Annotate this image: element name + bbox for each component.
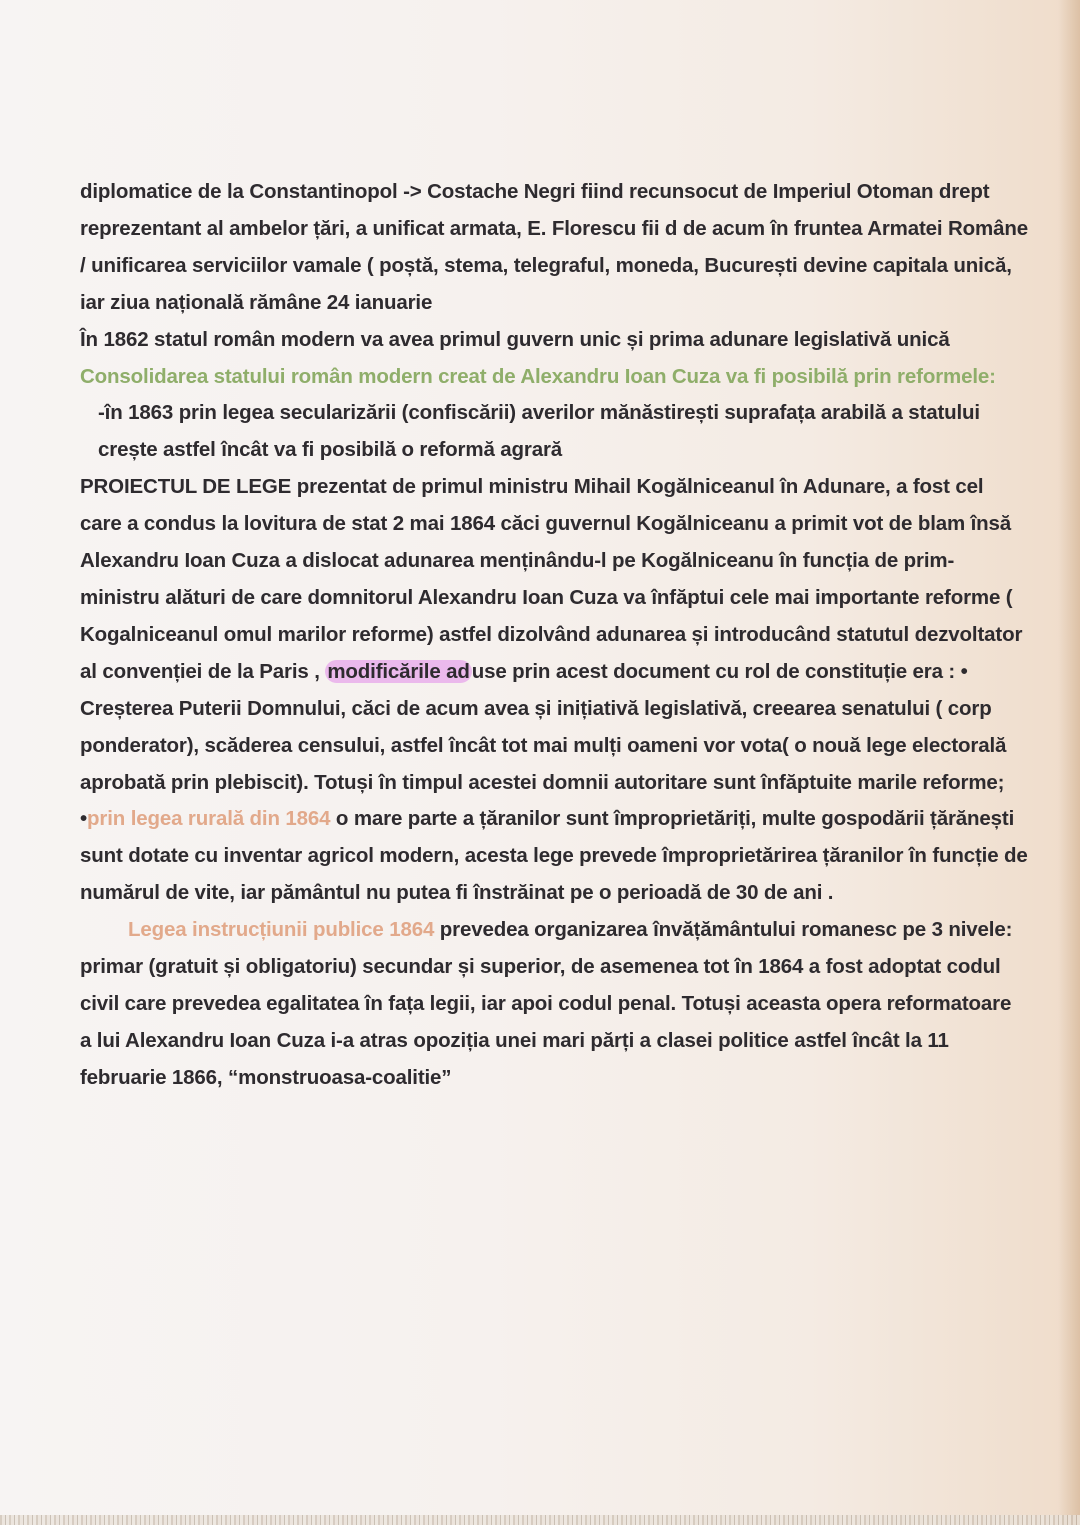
page-edge-shadow — [1058, 0, 1080, 1525]
coup-text-part1: PROIECTUL DE LEGE prezentat de primul ministru Mihail Kogălniceanul în Adunare, a fost cel care a condus la lovitura de stat 2 mai 1864 căci guvernul Kogălniceanu a primit vot de blam însă Alexandru Ioan Cuza a dislocat adunarea menținându-l pe Kogălniceanu în funcția de prim- ministru alături de care domnitorul Alexandru Ioan Cuza va înfăptui cele mai importante reforme ( Kogalniceanul omul marilor reforme) astfel dizolvând adunarea și introducând statutul dezvoltator al convenției de la Paris , — [80, 475, 1023, 683]
paragraph-1862-government: În 1862 statul român modern va avea primul guvern unic și prima adunare legislativă unică — [80, 327, 950, 351]
section-heading-reforms: Consolidarea statului român modern creat de Alexandru Ioan Cuza va fi posibilă prin reformele: — [80, 364, 996, 388]
bullet-marker: • — [80, 807, 88, 831]
highlighted-text: modificările ad — [327, 659, 470, 683]
paragraph-secularization: -în 1863 prin legea secularizării (confiscării) averilor mănăstirești suprafața arabilă a statului crește astfel încât va fi posibilă o reformă agrară — [98, 401, 980, 462]
paragraph-unification: diplomatice de la Constantinopol -> Costache Negri fiind recunsocut de Imperiul Otoman drept reprezentant al ambelor țări, a unificat armata, E. Florescu fii d de acum în fruntea Armatei Române / unificarea serviciilor vamale ( poștă, stema, telegraful, moneda, București devine capitala unică, iar ziua națională rămâne 24 ianuarie — [80, 180, 1029, 314]
paragraph-coup-1864 — [80, 469, 1028, 801]
coup-text-part2: use prin acest document cu rol de constituție era : • Creșterea Puterii Domnului, căci de acum avea și inițiativă legislativă, creearea senatului ( corp ponderator), scăderea censului, astfel încât tot mai mulți oameni vor vota( o nouă lege electorală aprobată prin plebiscit). Totuși în timpul acestei domnii autoritare sunt înfăptuite marile reforme; — [80, 659, 1007, 794]
rural-law-label: prin legea rurală din 1864 — [87, 807, 331, 831]
education-law-label: Legea instrucțiunii publice 1864 — [128, 918, 435, 942]
page-bottom-edge — [0, 1515, 1080, 1525]
page-text — [80, 174, 1028, 1097]
paragraph-rural-law — [80, 801, 1028, 912]
paragraph-education-law — [80, 912, 1028, 1097]
rural-law-text: o mare parte a țăranilor sunt împroprietăriți, multe gospodării țărănești sunt dotate cu inventar agricol modern, acesta lege prevede împroprietărirea țăranilor în funcție de numărul de vite, iar pământul nu putea fi înstrăinat pe o perioadă de 30 de ani . — [80, 807, 1028, 905]
education-law-text: prevedea organizarea învățământului romanesc pe 3 nivele: primar (gratuit și obligatoriu) secundar și superior, de asemenea tot în 1864 a fost adoptat codul civil care prevedea egalitatea în fața legii, iar apoi codul penal. Totuși aceasta opera reformatoare a lui Alexandru Ioan Cuza i-a atras opoziția unei mari părți a clasei politice astfel încât la 11 februarie 1866, “monstruoasa-coalitie” — [80, 918, 1013, 1089]
